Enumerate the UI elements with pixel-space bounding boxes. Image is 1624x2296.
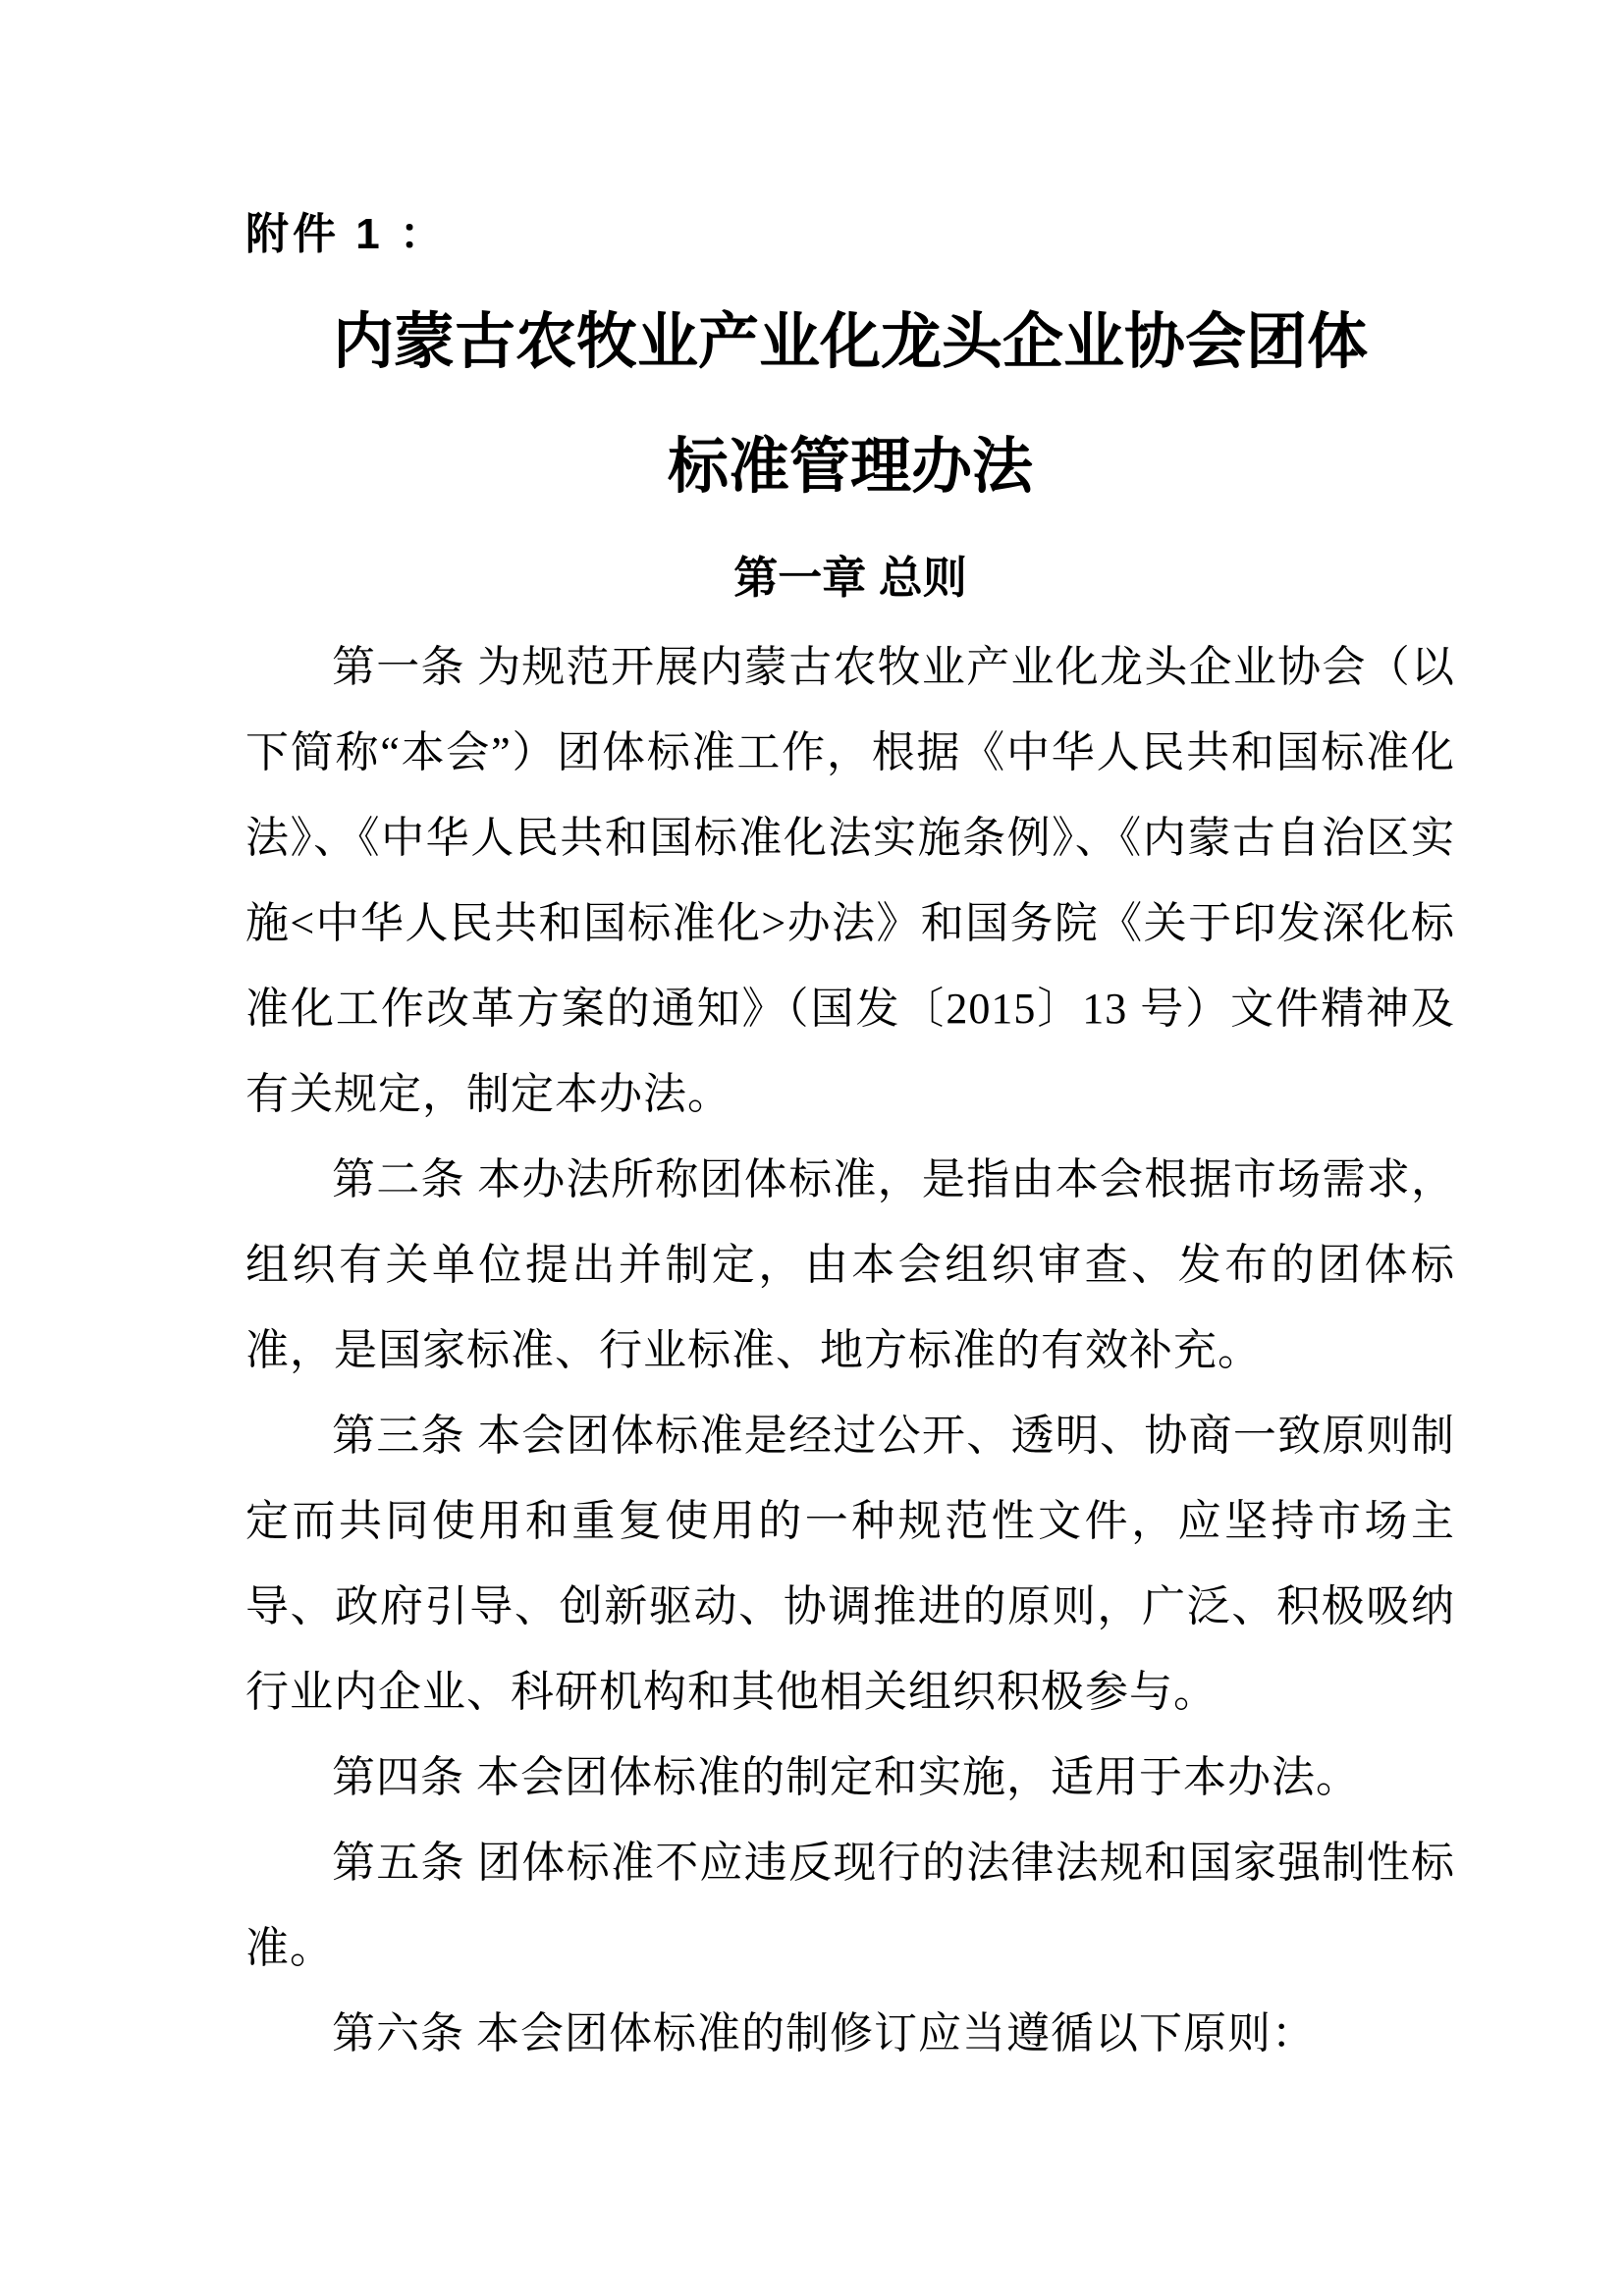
paragraph: 第六条 本会团体标准的制修订应当遵循以下原则： bbox=[332, 2009, 1316, 2057]
document-title-line1: 内蒙古农牧业产业化龙头企业协会团体 bbox=[332, 309, 1368, 376]
document-title bbox=[245, 281, 1455, 530]
paragraph: 第三条 本会团体标准是经过公开、透明、协商一致原则制定而共同使用和重复使用的一种规范性文件，应坚持市场主导、政府引导、创新驱动、协调推进的原则，广泛、积极吸纳行业内企业、科研机构和其他相关组织积极参与。 bbox=[245, 1412, 1455, 1716]
paragraph: 第五条 团体标准不应违反现行的法律法规和国家强制性标准。 bbox=[245, 1839, 1455, 1972]
paragraph: 第四条 本会团体标准的制定和实施，适用于本办法。 bbox=[332, 1753, 1360, 1801]
paragraph: 第二条 本办法所称团体标准，是指由本会根据市场需求，组织有关单位提出并制定，由本会组织审查、发布的团体标准，是国家标准、行业标准、地方标准的有效补充。 bbox=[245, 1155, 1455, 1374]
paragraph: 第一条 为规范开展内蒙古农牧业产业化龙头企业协会（以下简称“本会”）团体标准工作，根据《中华人民共和国标准化法》、《中华人民共和国标准化法实施条例》、《内蒙古自治区实施<中华人民共和国标准化>办法》和国务院《关于印发深化标准化工作改革方案的通知》（国发〔2015〕13 号）文件精神及有关规定，制定本办法。 bbox=[245, 643, 1455, 1118]
body-paragraphs bbox=[245, 624, 1455, 2076]
attachment-label: 附件 1 ： bbox=[245, 210, 447, 258]
document-title-line2: 标准管理办法 bbox=[667, 434, 1033, 501]
chapter-heading: 第一章 总则 bbox=[733, 553, 967, 603]
document-content bbox=[245, 0, 1455, 2076]
